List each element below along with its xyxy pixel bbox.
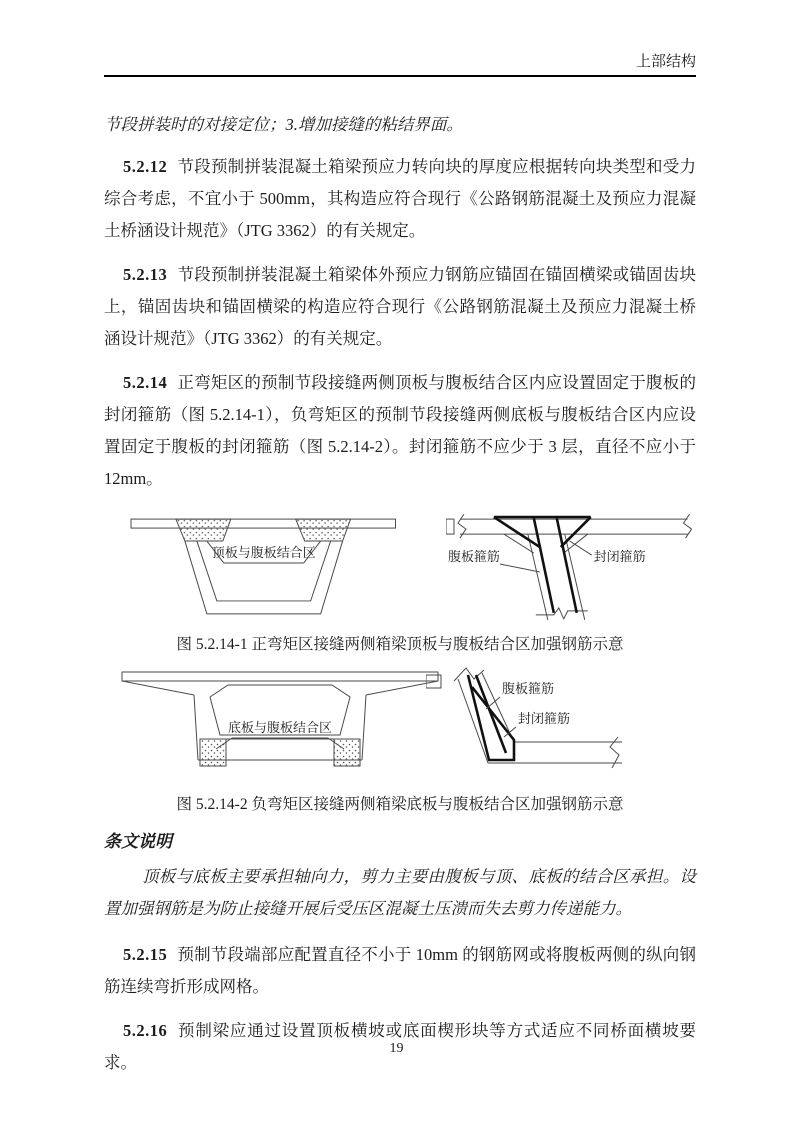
clause-number: 5.2.12: [123, 157, 168, 176]
figure-5-2-14-2: [104, 665, 696, 815]
bottom-joint-region-label: 底板与腹板结合区: [227, 720, 333, 735]
commentary-heading: 条文说明: [104, 832, 172, 851]
clause-5-2-13: [104, 259, 696, 355]
closed-stirrup-label: 封闭箍筋: [518, 711, 571, 726]
detail-labels: [448, 541, 646, 572]
closed-stirrup-label: 封闭箍筋: [594, 549, 647, 565]
web-stirrup-label: 腹板箍筋: [502, 681, 555, 696]
girder-outline: [131, 519, 395, 614]
clause-text: 节段预制拼装混凝土箱梁体外预应力钢筋应锚固在锚固横梁或锚固齿块上，锚固齿块和锚固横梁的构造应符合现行《公路钢筋混凝土及预应力混凝土桥涵设计规范》（JTG 3362）的有关规定。: [104, 265, 696, 348]
clause-number: 5.2.14: [123, 373, 168, 392]
figure-caption: 图 5.2.14-1 正弯矩区接缝两侧箱梁顶板与腹板结合区加强钢筋示意: [176, 636, 624, 653]
top-joint-reinforcement-detail-drawing: [446, 507, 696, 629]
top-joint-region-label: 顶板与腹板结合区: [211, 545, 316, 561]
web-stirrup-label: 腹板箍筋: [448, 549, 501, 565]
girder-outline: [122, 672, 438, 766]
box-girder-bottom-joint-section-drawing: [120, 665, 440, 789]
clause-number: 5.2.13: [123, 265, 168, 284]
box-girder-top-joint-section-drawing: [129, 507, 398, 629]
figure-drawings: [104, 507, 696, 629]
region-callout: [207, 541, 321, 563]
rebar-lines: [494, 517, 591, 613]
figure-5-2-14-1: [104, 507, 696, 655]
intro-paragraph: 节段拼装时的对接定位；3.增加接缝的粘结界面。: [104, 115, 463, 134]
clause-text: 预制节段端部应配置直径不小于 10mm 的钢筋网或将腹板两侧的纵向钢筋连续弯折形成网格。: [104, 945, 696, 996]
region-callout: [216, 720, 344, 749]
running-head: 上部结构: [635, 54, 696, 70]
commentary-body: 顶板与底板主要承担轴向力，剪力主要由腹板与顶、底板的结合区承担。设置加强钢筋是为防止接缝开展后受压区混凝土压溃而失去剪力传递能力。: [104, 867, 696, 918]
page-content: [104, 50, 696, 1091]
figure-caption: 图 5.2.14-2 负弯矩区接缝两侧箱梁底板与腹板结合区加强钢筋示意: [176, 796, 624, 813]
clause-text: 正弯矩区的预制节段接缝两侧顶板与腹板结合区内应设置固定于腹板的封闭箍筋（图 5.2.14-1），负弯矩区的预制节段接缝两侧底板与腹板结合区内应设置固定于腹板的封闭箍筋（图 5.2.14-2）。封闭箍筋不应少于 3 层，直径不应小于 12mm。: [104, 373, 696, 488]
clause-number: 5.2.16: [123, 1021, 168, 1040]
figure-drawings: [104, 665, 696, 789]
clause-5-2-14: [104, 367, 696, 495]
clause-text: 节段预制拼装混凝土箱梁预应力转向块的厚度应根据转向块类型和受力综合考虑，不宜小于 500mm，其构造应符合现行《公路钢筋混凝土及预应力混凝土桥涵设计规范》（JTG 3362）的有关规定。: [104, 157, 696, 240]
clause-5-2-15: [104, 939, 696, 1003]
bottom-joint-reinforcement-detail-drawing: [426, 665, 626, 789]
clause-text: 预制梁应通过设置顶板横坡或底面楔形块等方式适应不同桥面横坡要求。: [104, 1021, 696, 1072]
clause-5-2-12: [104, 151, 696, 247]
page-footer: [0, 1041, 793, 1057]
page-number: 19: [389, 1041, 404, 1056]
slab-and-web-outline: [446, 514, 692, 620]
page-header: [104, 50, 696, 77]
clause-number: 5.2.15: [123, 945, 168, 964]
